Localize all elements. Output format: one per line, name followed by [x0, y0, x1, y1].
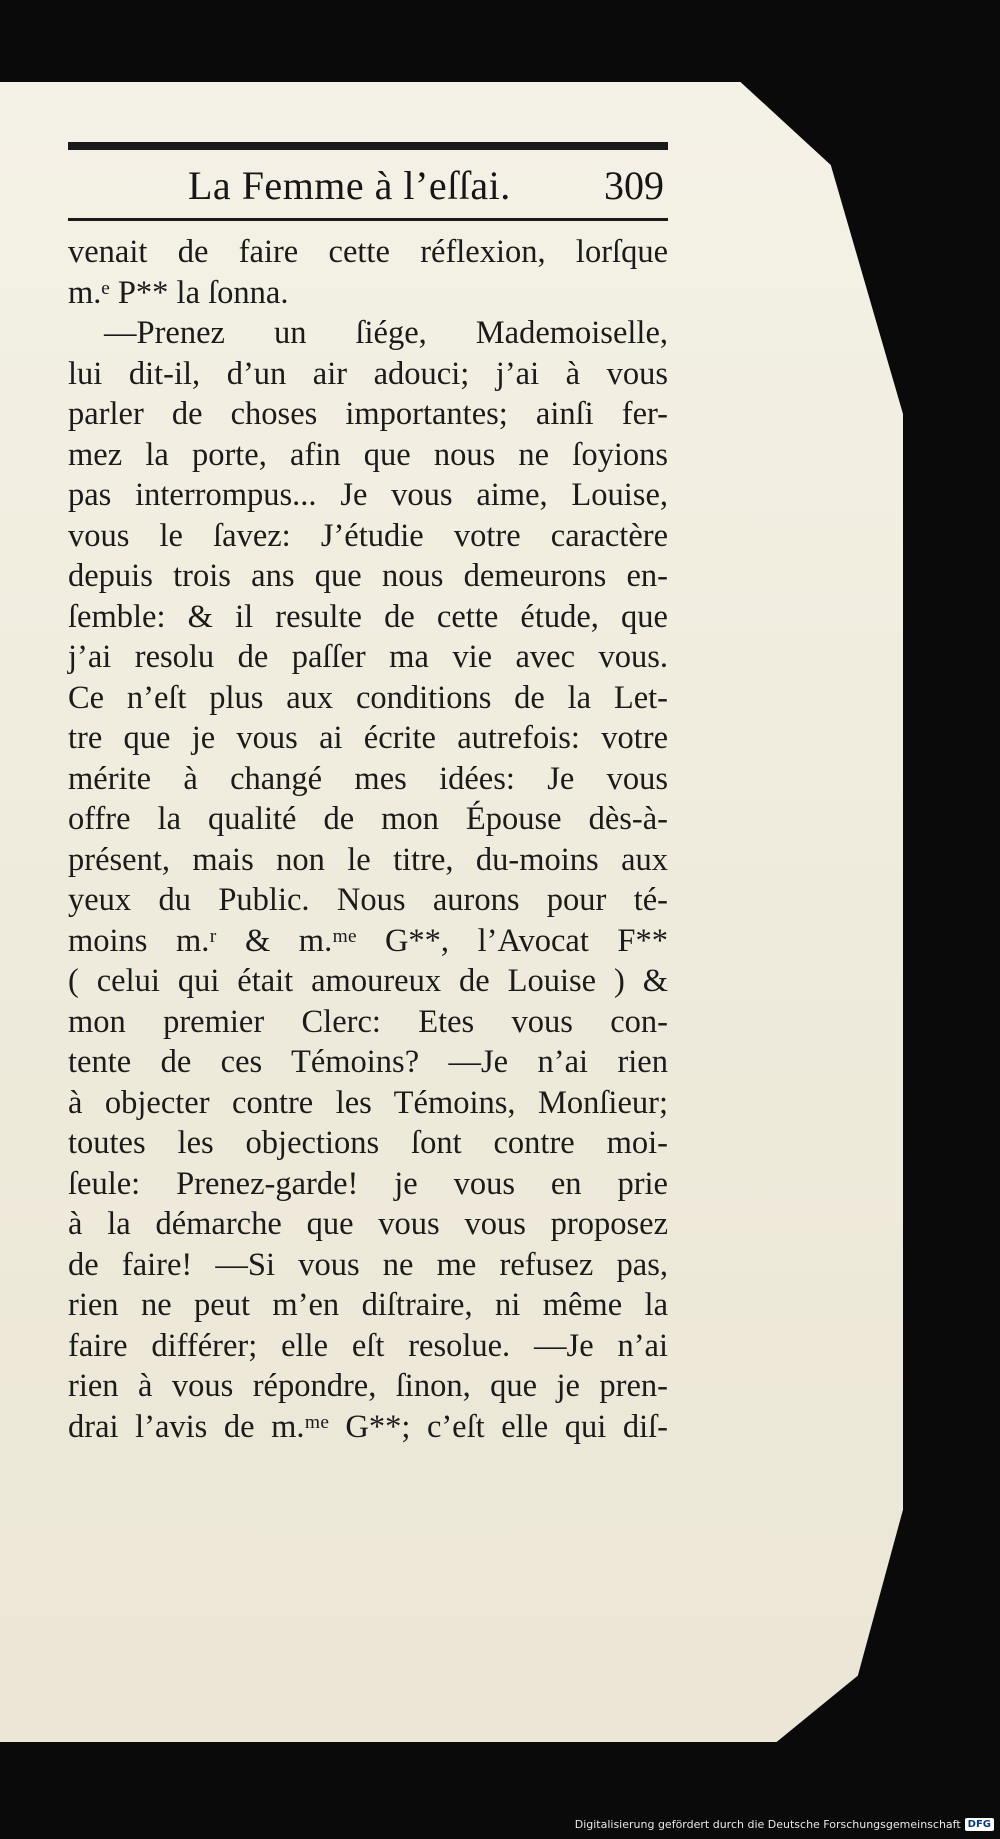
text-line: présent, mais non le titre, du-moins aux	[68, 841, 668, 878]
text-line: drai l’avis de m.ᵐᵉ G**; c’eſt elle qui diſ-	[68, 1408, 668, 1445]
text-line: pas interrompus... Je vous aime, Louise,	[68, 477, 668, 513]
text-line: offre la qualité de mon Épouse dès-à-	[68, 801, 668, 837]
digitization-credit	[575, 1818, 994, 1831]
text-line: faire différer; elle eſt resolue. —Je n’ai	[68, 1327, 668, 1364]
running-title: La Femme à l’eſſai.	[188, 163, 511, 208]
text-line: parler de choses importantes; ainſi fer-	[68, 396, 668, 432]
text-line: ſeule: Prenez-garde! je vous en prie	[68, 1165, 668, 1202]
text-line: mez la porte, afin que nous ne ſoyions	[68, 436, 668, 473]
text-line: j’ai resolu de paſſer ma vie avec vous.	[68, 639, 668, 675]
text-line: Ce n’eſt plus aux conditions de la Let-	[68, 679, 668, 716]
text-line: moins m.ʳ & m.ᵐᵉ G**, l’Avocat F**	[68, 922, 668, 959]
text-line: de faire! —Si vous ne me refusez pas,	[68, 1246, 668, 1283]
text-line: toutes les objections ſont contre moi-	[68, 1125, 668, 1161]
text-line: m.ᵉ P** la ſonna.	[68, 274, 289, 311]
header-rule-top	[68, 142, 668, 150]
text-line: à la démarche que vous vous proposez	[68, 1206, 668, 1242]
page-number: 309	[604, 163, 664, 208]
text-line: tre que je vous ai écrite autrefois: votre	[68, 720, 668, 756]
text-line: mon premier Clerc: Etes vous con-	[68, 1003, 668, 1040]
text-line: venait de faire cette réflexion, lorſque	[68, 234, 668, 270]
text-line: tente de ces Témoins? —Je n’ai rien	[68, 1044, 668, 1080]
text-line: rien à vous répondre, ſinon, que je pren-	[68, 1368, 668, 1404]
text-line: ( celui qui était amoureux de Louise ) &	[68, 963, 668, 999]
credit-text: Digitalisierung gefördert durch die Deutsche Forschungsgemeinschaft	[574, 1818, 961, 1831]
text-line: vous le ſavez: J’étudie votre caractère	[68, 517, 668, 554]
text-line: mérite à changé mes idées: Je vous	[68, 760, 668, 797]
text-line: ſemble: & il resulte de cette étude, que	[68, 598, 668, 635]
text-line: depuis trois ans que nous demeurons en-	[68, 558, 668, 594]
running-header	[68, 154, 668, 226]
text-line: rien ne peut m’en diſtraire, ni même la	[68, 1287, 668, 1323]
header-rule-bottom	[68, 218, 668, 221]
body-text	[68, 232, 668, 1447]
text-line: lui dit-il, d’un air adouci; j’ai à vous	[68, 355, 668, 392]
text-line: —Prenez un ſiége, Mademoiselle,	[104, 315, 668, 351]
dfg-logo: DFG	[965, 1818, 994, 1831]
text-line: à objecter contre les Témoins, Monſieur;	[68, 1084, 668, 1121]
text-line: yeux du Public. Nous aurons pour té-	[68, 882, 668, 918]
